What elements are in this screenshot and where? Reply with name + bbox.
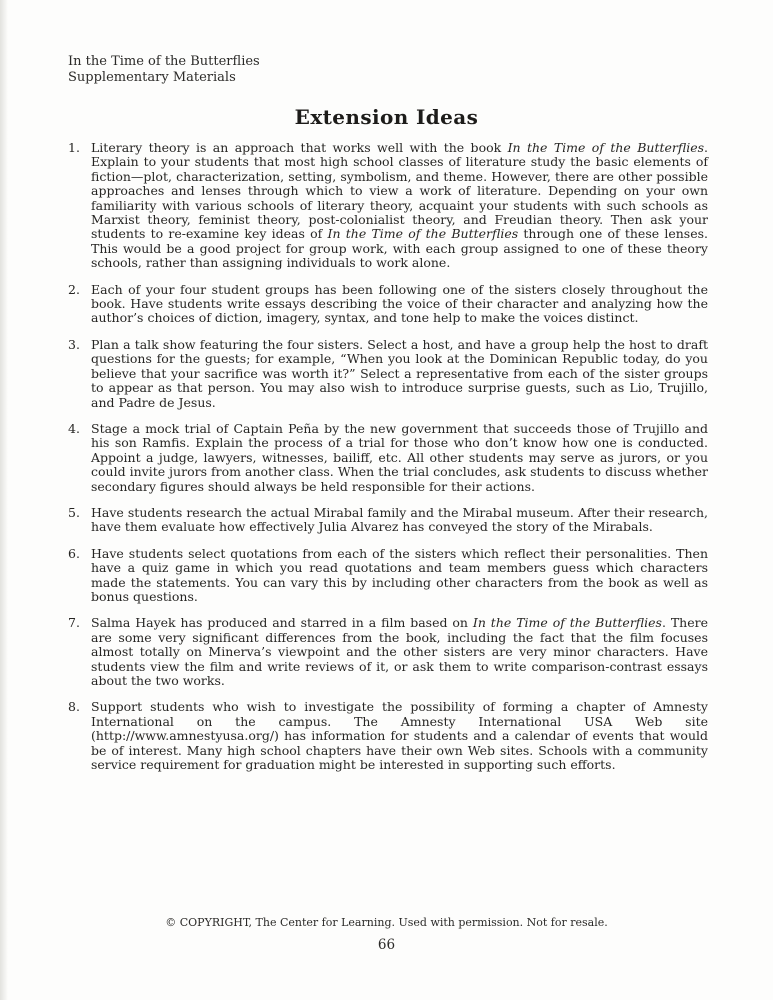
copyright-notice: © COPYRIGHT, The Center for Learning. Used with permission. Not for resale. (165, 916, 608, 929)
item-number: 3. (68, 336, 80, 352)
book-title: In the Time of the Butterflies (68, 54, 260, 69)
item-number: 6. (68, 545, 80, 561)
text-segment: Stage a mock trial of Captain Peña by the new government that succeeds those of Trujillo and his son Ramfis. Explain the process of a trial for those who don’t know how one is conducted. Appoint a judge, lawyers, witnesses, bailiff, etc. All other students may serve as jurors, or you could invite jurors from another class. When the trial concludes, ask students to discuss whether secondary figures should always be held responsible for their actions. (91, 420, 708, 494)
item-text (91, 616, 708, 688)
item-number: 4. (68, 420, 80, 436)
list-item-7 (68, 616, 708, 688)
item-number: 8. (68, 699, 80, 715)
page-title: Extension Ideas (294, 105, 479, 129)
list-item-5 (68, 506, 708, 535)
list-item-1 (68, 141, 708, 271)
list-item-4 (68, 422, 708, 494)
text-segment: Each of your four student groups has been following one of the sisters closely throughout the book. Have students write essays describing the voice of their character and analyzing how the author’s choices of diction, imagery, syntax, and tone help to make the voices distinct. (91, 281, 708, 326)
extension-ideas-list (68, 141, 708, 784)
text-segment: Salma Hayek has produced and starred in a film based on (91, 615, 473, 631)
document-subtitle: Supplementary Materials (68, 70, 236, 85)
page-number: 66 (377, 937, 396, 953)
scan-edge-shadow (0, 0, 8, 1000)
item-text (91, 141, 708, 271)
document-header (68, 54, 260, 86)
text-segment: . Explain to your students that most high school classes of literature study the basic elements of fiction—plot, characterization, setting, symbolism, and theme. However, there are other possible approaches and lenses through which to view a work of literature. Depending on your own familiarity with various schools of literary theory, acquaint your students with such schools as Marxist theory, feminist theory, post-colonialist theory, and Freudian theory. Then ask your students to re-examine key ideas of (91, 140, 708, 242)
list-item-2 (68, 283, 708, 326)
item-text (91, 338, 708, 410)
text-segment: Plan a talk show featuring the four sisters. Select a host, and have a group help the host to draft questions for the guests; for example, “When you look at the Dominican Republic today, do you believe that your sacrifice was worth it?” Select a representative from each of the sister groups to appear as that person. You may also wish to introduce surprise guests, such as Lio, Trujillo, and Padre de Jesus. (91, 336, 708, 410)
book-title-italic: In the Time of the Butterflies (507, 140, 705, 155)
item-text (91, 283, 708, 326)
text-segment: Have students research the actual Mirabal family and the Mirabal museum. After their research, have them evaluate how effectively Julia Alvarez has conveyed the story of the Mirabals. (91, 504, 708, 535)
item-text (91, 700, 708, 772)
item-number: 2. (68, 281, 80, 297)
text-segment: through one of these lenses. This would be a good project for group work, with each group assigned to one of these theory schools, rather than assigning individuals to work alone. (91, 226, 709, 271)
item-text (91, 422, 708, 494)
item-text (91, 506, 708, 535)
list-item-3 (68, 338, 708, 410)
book-title-italic: In the Time of the Butterflies (472, 615, 662, 631)
item-number: 5. (68, 504, 80, 520)
text-segment: Support students who wish to investigate the possibility of forming a chapter of Amnesty International on the campus. The Amnesty International USA Web site (http://www.amnestyusa.org/) has information for students and a calendar of events that would be of interest. Many high school chapters have their own Web sites. Schools with a community service requirement for graduation might be interested in supporting such efforts. (91, 699, 708, 773)
book-title-italic: In the Time of the Butterflies (327, 226, 519, 242)
list-item-6 (68, 547, 708, 605)
text-segment: Have students select quotations from each of the sisters which reflect their personalities. Then have a quiz game in which you read quotations and team members guess which characters made the statements. You can vary this by including other characters from the book as well as bonus questions. (91, 545, 708, 604)
item-number: 7. (68, 615, 80, 631)
text-segment: Literary theory is an approach that works well with the book (91, 140, 508, 155)
item-text (91, 547, 708, 605)
text-segment: . There are some very significant differences from the book, including the fact that the film focuses almost totally on Minerva’s viewpoint and the other sisters are very minor characters. Have students view the film and write reviews of it, or ask them to write comparison-contrast essays about the two works. (91, 615, 708, 688)
item-number: 1. (68, 140, 80, 155)
list-item-8 (68, 700, 708, 772)
